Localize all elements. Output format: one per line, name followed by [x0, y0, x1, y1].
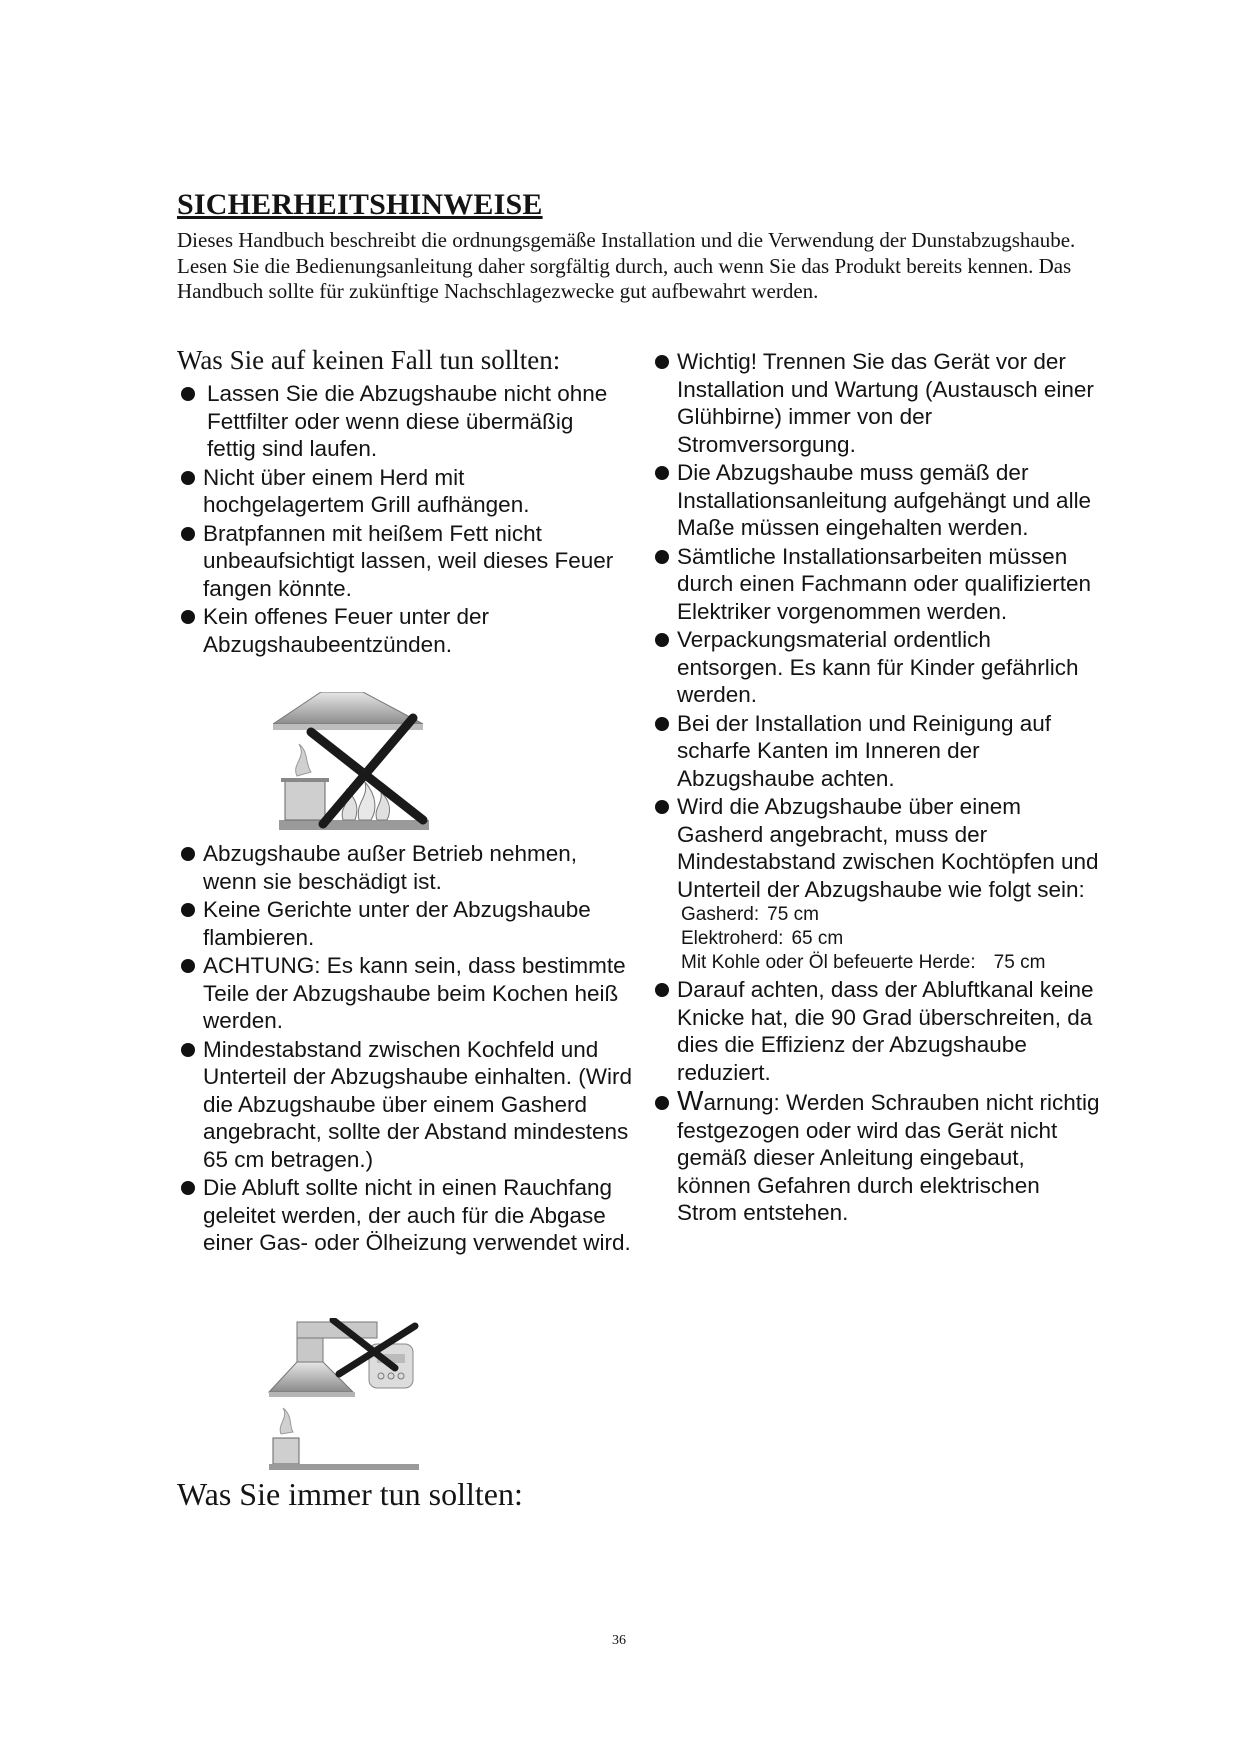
- dont-list-bottom: [177, 840, 637, 1258]
- list-item: Wichtig! Trennen Sie das Gerät vor der Installation und Wartung (Austausch einer Glühbirne) immer von der Stromversorgung.: [651, 348, 1101, 458]
- list-item: Bratpfannen mit heißem Fett nicht unbeaufsichtigt lassen, weil dieses Feuer fangen könnte.: [177, 520, 627, 603]
- bullet-icon: [181, 847, 195, 861]
- distance-electric: Elektroherd: 65 cm: [681, 928, 844, 949]
- bullet-icon: [655, 550, 669, 564]
- list-item: Keine Gerichte unter der Abzugshaube flambieren.: [177, 896, 637, 951]
- bullet-icon: [655, 355, 669, 369]
- distance-gas: Gasherd: 75 cm: [681, 904, 819, 925]
- bullet-icon: [655, 717, 669, 731]
- hood-over-open-flame-crossed-icon: [273, 692, 438, 834]
- list-item: Lassen Sie die Abzugshaube nicht ohne Fettfilter oder wenn diese übermäßig fettig sind laufen.: [177, 380, 627, 463]
- bullet-icon: [181, 471, 195, 485]
- list-item: Die Abluft sollte nicht in einen Rauchfang geleitet werden, der auch für die Abgase einer Gas- oder Ölheizung verwendet wird.: [177, 1174, 637, 1257]
- list-item: Darauf achten, dass der Abluftkanal keine Knicke hat, die 90 Grad überschreiten, da dies die Effizienz der Abzugshaube reduziert.: [651, 976, 1101, 1086]
- bullet-icon: [181, 1043, 195, 1057]
- list-item: Die Abzugshaube muss gemäß der Installationsanleitung aufgehängt und alle Maße müssen eingehalten werden.: [651, 459, 1101, 542]
- bullet-icon: [655, 466, 669, 480]
- bullet-icon: [655, 633, 669, 647]
- warning-text: Warnung: Werden Schrauben nicht richtig festgezogen oder wird das Gerät nicht gemäß dieser Anleitung eingebaut, können Gefahren durch elektrischen Strom entstehen.: [677, 1085, 1100, 1225]
- bullet-icon: [181, 610, 195, 624]
- dont-heading: Was Sie auf keinen Fall tun sollten:: [177, 345, 561, 375]
- intro-paragraph: Dieses Handbuch beschreibt die ordnungsgemäße Installation und die Verwendung der Dunstabzugshaube. Lesen Sie die Bedienungsanleitung daher sorgfältig durch, auch wenn Sie das Produkt bereits kennen. Das Handbuch sollte für zukünftige Nachschlagezwecke gut aufbewahrt werden.: [177, 228, 1076, 303]
- bullet-icon: [181, 903, 195, 917]
- distance-coal-oil: Mit Kohle oder Öl befeuerte Herde: 75 cm: [681, 952, 1046, 973]
- dont-list-top: [177, 380, 627, 659]
- list-item: Wird die Abzugshaube über einem Gasherd angebracht, muss der Mindestabstand zwischen Kochtöpfen und Unterteil der Abzugshaube wie folgt sein: Gasherd: 75 cm Elektroherd: 65 cm Mit Kohle oder Öl befeuerte Herde: 75 cm: [651, 793, 1101, 975]
- list-item: Abzugshaube außer Betrieb nehmen, wenn sie beschädigt ist.: [177, 840, 637, 895]
- list-item: Nicht über einem Herd mit hochgelagertem Grill aufhängen.: [177, 464, 627, 519]
- bullet-icon: [655, 983, 669, 997]
- list-item: [651, 1087, 1101, 1227]
- always-heading: Was Sie immer tun sollten:: [177, 1476, 523, 1512]
- list-item: Bei der Installation und Reinigung auf scharfe Kanten im Inneren der Abzugshaube achten.: [651, 710, 1101, 793]
- hood-duct-to-boiler-crossed-icon: [265, 1318, 435, 1473]
- list-item: ACHTUNG: Es kann sein, dass bestimmte Teile der Abzugshaube beim Kochen heiß werden.: [177, 952, 637, 1035]
- list-item: Verpackungsmaterial ordentlich entsorgen. Es kann für Kinder gefährlich werden.: [651, 626, 1101, 709]
- bullet-icon: [181, 959, 195, 973]
- list-item: Kein offenes Feuer unter der Abzugshaubeentzünden.: [177, 603, 627, 658]
- distance-list: [677, 903, 1101, 975]
- right-safety-list: [651, 348, 1101, 1228]
- list-item: Mindestabstand zwischen Kochfeld und Unterteil der Abzugshaube einhalten. (Wird die Abzugshaube über einem Gasherd angebracht, sollte der Abstand mindestens 65 cm betragen.): [177, 1036, 637, 1174]
- bullet-icon: [181, 1181, 195, 1195]
- list-item: Sämtliche Installationsarbeiten müssen durch einen Fachmann oder qualifizierten Elektriker vorgenommen werden.: [651, 543, 1101, 626]
- bullet-icon: [181, 387, 195, 401]
- bullet-icon: [655, 800, 669, 814]
- page-title: SICHERHEITSHINWEISE: [177, 188, 543, 221]
- bullet-icon: [655, 1096, 669, 1110]
- bullet-icon: [181, 527, 195, 541]
- page-number: 36: [612, 1633, 626, 1648]
